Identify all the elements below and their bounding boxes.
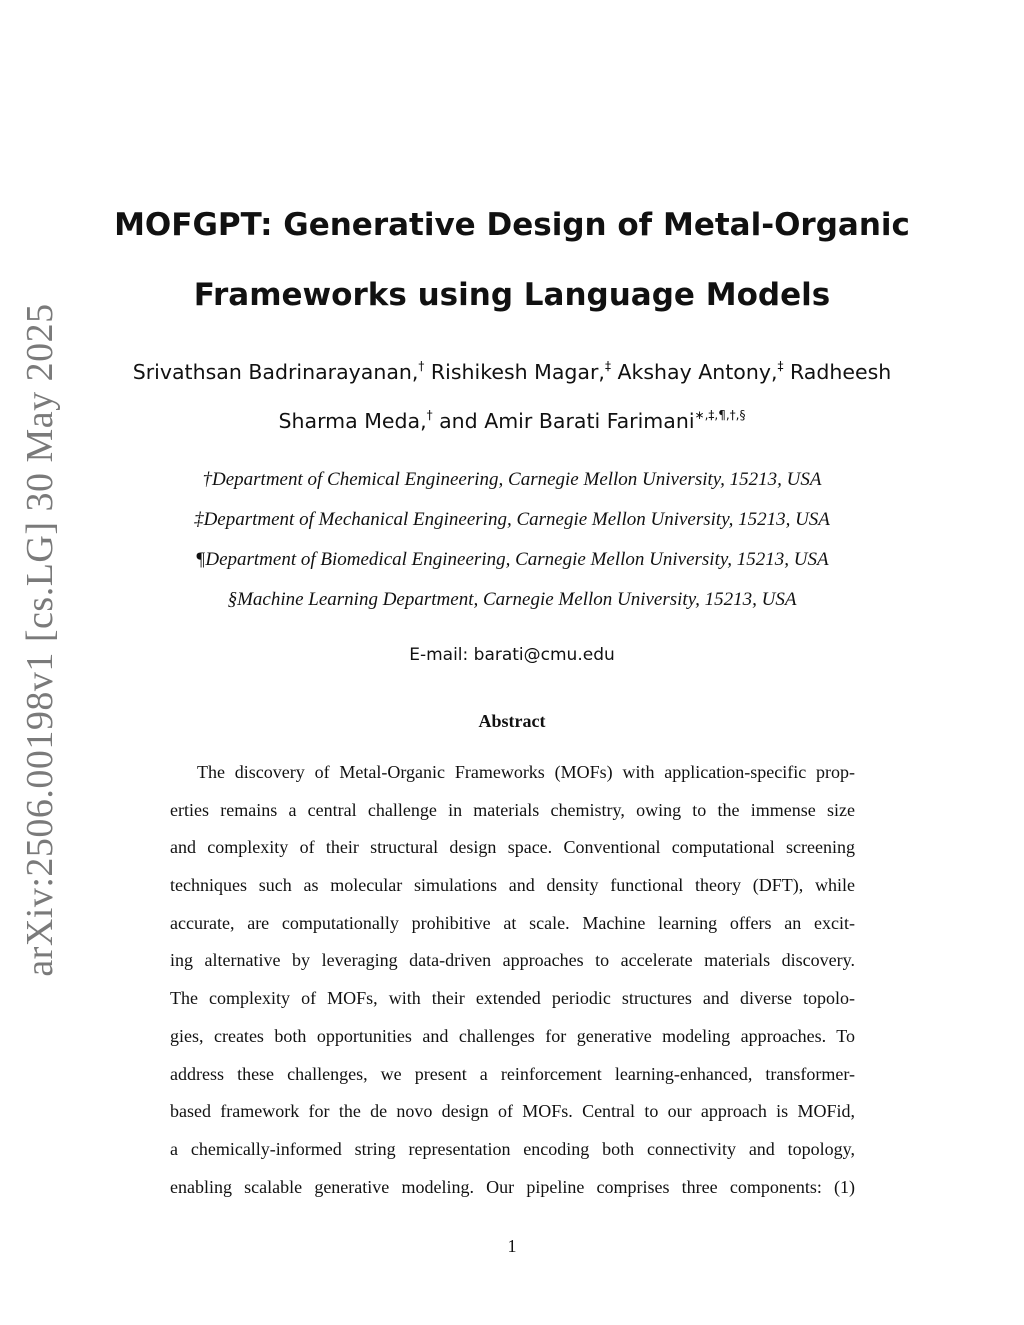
affiliation-mark: † <box>418 359 425 373</box>
affiliation-mark: ∗,‡,¶,†,§ <box>694 408 746 422</box>
affiliation-machine-learning: §Machine Learning Department, Carnegie Mellon University, 15213, USA <box>227 589 797 610</box>
affiliation-mechanical-engineering: ‡Department of Mechanical Engineering, Carnegie Mellon University, 15213, USA <box>194 509 830 530</box>
affiliation-mark: ‡ <box>777 359 784 373</box>
abstract-line: The complexity of MOFs, with their extended periodic structures and diverse topolo- <box>170 988 855 1009</box>
author-name: Sharma Meda, <box>278 409 427 433</box>
abstract-line: The discovery of Metal-Organic Frameworks (MOFs) with application-specific prop- <box>197 762 855 782</box>
author-name: Radheesh <box>783 360 892 384</box>
author-name: Rishikesh Magar, <box>424 360 605 384</box>
author-line-2 <box>110 397 914 446</box>
abstract-line: gies, creates both opportunities and challenges for generative modeling approaches. To <box>170 1025 855 1046</box>
abstract-line: enabling scalable generative modeling. Our pipeline comprises three components: (1) <box>170 1176 855 1197</box>
abstract-line: based framework for the de novo design of MOFs. Central to our approach is MOFid, <box>170 1101 855 1122</box>
arxiv-identifier-stamp: arXiv:2506.00198v1 [cs.LG] 30 May 2025 <box>19 303 61 977</box>
author-name: Srivathsan Badrinarayanan, <box>132 360 419 384</box>
affiliation-biomedical-engineering: ¶Department of Biomedical Engineering, Carnegie Mellon University, 15213, USA <box>195 549 829 570</box>
abstract-heading: Abstract <box>478 711 546 731</box>
paper-title <box>110 190 914 330</box>
abstract-line: address these challenges, we present a reinforcement learning-enhanced, transformer- <box>170 1063 855 1084</box>
abstract-body <box>170 754 855 1206</box>
author-name: and Amir Barati Farimani <box>432 409 695 433</box>
affiliation-list <box>110 460 914 620</box>
abstract-line: techniques such as molecular simulations and density functional theory (DFT), while <box>170 875 855 896</box>
affiliation-chemical-engineering: †Department of Chemical Engineering, Carnegie Mellon University, 15213, USA <box>202 469 822 490</box>
title-line-2: Frameworks using Language Models <box>193 277 831 313</box>
abstract-line: accurate, are computationally prohibitive at scale. Machine learning offers an excit- <box>170 912 855 933</box>
author-line-1 <box>110 348 914 397</box>
author-list <box>110 348 914 446</box>
title-line-1: MOFGPT: Generative Design of Metal-Organic <box>114 207 910 243</box>
abstract-line: erties remains a central challenge in materials chemistry, owing to the immense size <box>170 799 855 820</box>
page-number: 1 <box>507 1236 517 1256</box>
affiliation-mark: ‡ <box>604 359 611 373</box>
abstract-line: ing alternative by leveraging data-driven approaches to accelerate materials discovery. <box>170 950 855 971</box>
author-name: Akshay Antony, <box>610 360 778 384</box>
contact-email: E-mail: barati@cmu.edu <box>409 645 615 665</box>
abstract-line: a chemically-informed string representation encoding both connectivity and topology, <box>170 1138 855 1159</box>
abstract-line: and complexity of their structural design space. Conventional computational screening <box>170 837 855 858</box>
affiliation-mark: † <box>426 408 433 422</box>
